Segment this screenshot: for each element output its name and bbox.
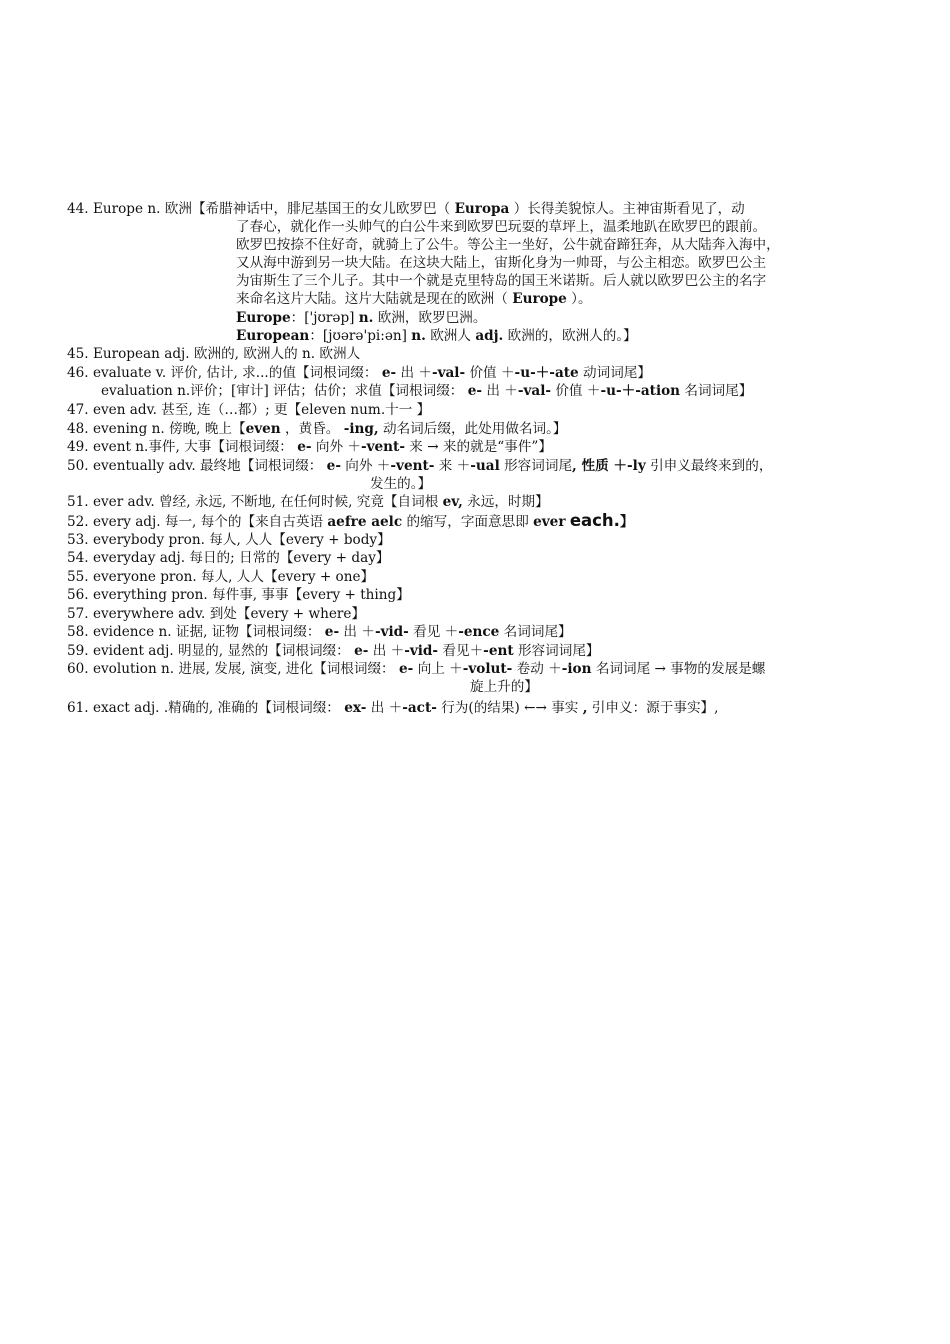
entry-50: 50. eventually adv. 最终地【词根词缀： e- 向外 ＋-vent- 来 ＋-ual 形容词词尾, 性质 ＋-ly 引申义最终来到的，	[67, 458, 773, 474]
entry-59: 59. evident adj. 明显的, 显然的【词根词缀： e- 出 ＋-vid- 看见＋-ent 形容词词尾】	[67, 643, 600, 659]
entry-46: 46. evaluate v. 评价, 估计, 求...的值【词根词缀： e- 出 ＋-val- 价值 ＋-u-＋-ate 动词词尾】	[67, 365, 651, 381]
entry-55: 55. everyone pron. 每人, 人人【every + one】	[67, 569, 375, 585]
entry-54: 54. everyday adj. 每日的; 日常的【every + day】	[67, 550, 390, 566]
entry-60-cont: 旋上升的】	[470, 679, 538, 695]
entry-44-line-4: 又从海中游到另一块大陆。在这块大陆上，宙斯化身为一帅哥，与公主相恋。欧罗巴公主	[236, 255, 767, 271]
entry-58: 58. evidence n. 证据, 证物【词根词缀： e- 出 ＋-vid- 看见 ＋-ence 名词词尾】	[67, 624, 572, 640]
entry-48: 48. evening n. 傍晚, 晚上【even ，黄昏。 -ing, 动名词后缀，此处用做名词。】	[67, 421, 567, 437]
entry-44-line-6: 来命名这片大陆。这片大陆就是现在的欧洲（ Europe ）。	[236, 291, 592, 307]
entry-44-line-2: 了春心，就化作一头帅气的白公牛来到欧罗巴玩耍的草坪上，温柔地趴在欧罗巴的跟前。	[236, 219, 767, 235]
entry-50-cont: 发生的。】	[370, 476, 432, 492]
entry-53: 53. everybody pron. 每人, 人人【every + body】	[67, 532, 391, 548]
entry-44-line-8: European：[jʊərə'pi:ən] n. 欧洲人 adj. 欧洲的，欧洲人的。】	[236, 328, 637, 344]
entry-47: 47. even adv. 甚至, 连（…都）; 更【eleven num.十一 】	[67, 402, 431, 418]
entry-49: 49. event n.事件, 大事【词根词缀： e- 向外 ＋-vent- 来 → 来的就是“事件”】	[67, 439, 552, 455]
entry-57: 57. everywhere adv. 到处【every + where】	[67, 606, 366, 622]
entry-56: 56. everything pron. 每件事, 事事【every + thing】	[67, 587, 410, 603]
entry-44-line-1: 44. Europe n. 欧洲【希腊神话中，腓尼基国王的女儿欧罗巴（ Europa ）长得美貌惊人。主神宙斯看见了，动	[67, 201, 745, 217]
entry-44-line-3: 欧罗巴按捺不住好奇，就骑上了公牛。等公主一坐好，公牛就奋蹄狂奔，从大陆奔入海中，	[236, 237, 780, 253]
entry-52: 52. every adj. 每一, 每个的【来自古英语 aefre aelc 的缩写，字面意思即 ever each.】	[67, 511, 634, 530]
entry-60: 60. evolution n. 进展, 发展, 演变, 进化【词根词缀： e- 向上 ＋-volut- 卷动 ＋-ion 名词词尾 → 事物的发展是螺	[67, 661, 766, 677]
entry-45: 45. European adj. 欧洲的, 欧洲人的 n. 欧洲人	[67, 346, 361, 362]
entry-61: 61. exact adj. .精确的, 准确的【词根词缀： ex- 出 ＋-act- 行为(的结果) ←→ 事实 , 引申义：源于事实】,	[67, 700, 719, 716]
entry-44-line-5: 为宙斯生了三个儿子。其中一个就是克里特岛的国王米诺斯。后人就以欧罗巴公主的名字	[236, 273, 767, 289]
entry-51: 51. ever adv. 曾经, 永远, 不断地, 在任何时候, 究竟【自词根 ev, 永远，时期】	[67, 494, 549, 510]
entry-46-sub: evaluation n.评价；[审计] 评估；估价；求值【词根词缀： e- 出 ＋-val- 价值 ＋-u-＋-ation 名词词尾】	[101, 383, 753, 399]
entry-44-line-7: Europe：['jʊrəp] n. 欧洲，欧罗巴洲。	[236, 310, 487, 326]
